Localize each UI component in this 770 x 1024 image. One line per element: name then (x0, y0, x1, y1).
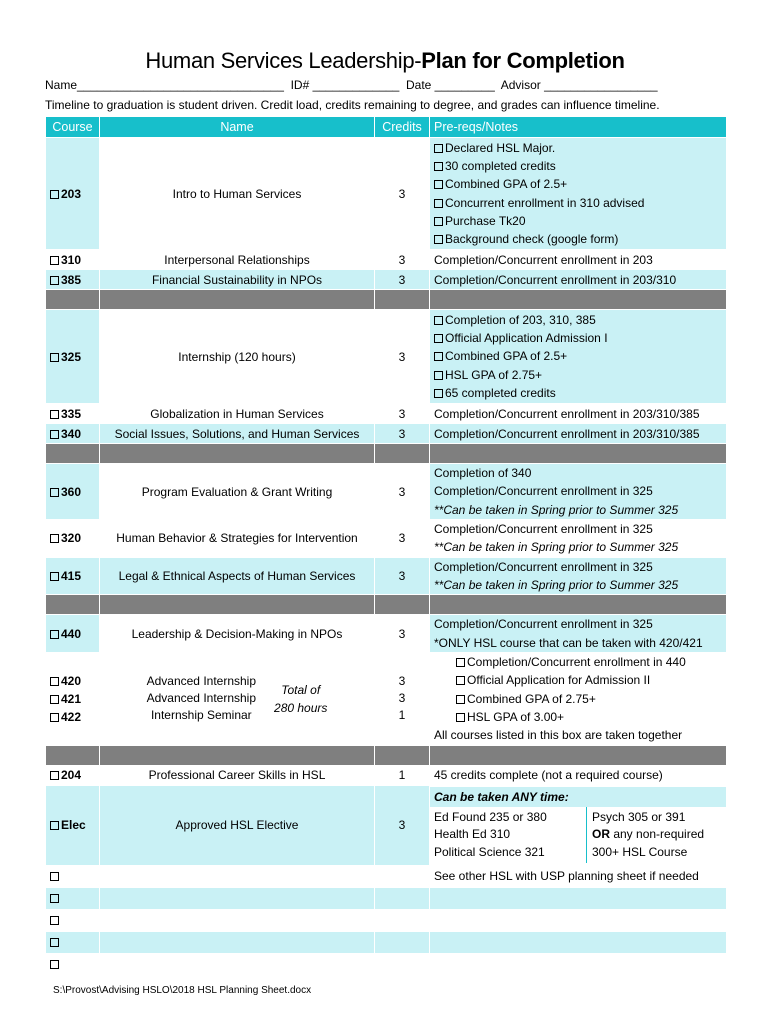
table-row-blank (46, 865, 727, 887)
checkbox-icon (50, 821, 59, 830)
checkbox-icon (434, 389, 443, 398)
any-time-label: Can be taken ANY time: (430, 787, 726, 807)
table-row-360 (46, 464, 727, 520)
course-name: Interpersonal Relationships (100, 250, 375, 270)
prereq-notes: Completion/Concurrent enrollment in 203/310/385 (430, 424, 727, 444)
prereq-checkbox[interactable]: Purchase Tk20 (434, 212, 722, 230)
timeline-note: Timeline to graduation is student driven. Credit load, credits remaining to degree, and grades can influence timeline. (45, 98, 660, 112)
checkbox-icon (434, 371, 443, 380)
blank-course-checkbox[interactable] (46, 931, 100, 953)
prereq-notes: 45 credits complete (not a required course) (430, 765, 727, 785)
prereq-notes: Completion/Concurrent enrollment in 203/310 (430, 270, 727, 290)
checkbox-icon (434, 316, 443, 325)
separator-row (46, 444, 727, 464)
prereq-notes: Completion/Concurrent enrollment in 203 (430, 250, 727, 270)
checkbox-icon (50, 630, 59, 639)
prereq-notes: Completion/Concurrent enrollment in 440 Official Application for Admission II Combined GPA of 2.75+ HSL GPA of 3.00+ All courses listed in this box are taken together (430, 653, 727, 745)
course-plan-table (45, 116, 727, 976)
checkbox-icon (50, 410, 59, 419)
prereq-checkbox[interactable]: Combined GPA of 2.5+ (434, 175, 722, 193)
table-row-203 (46, 138, 727, 250)
checkbox-icon (50, 256, 59, 265)
checkbox-icon (50, 190, 59, 199)
header-notes: Pre-reqs/Notes (430, 117, 727, 138)
course-name: Human Behavior & Strategies for Intervention (100, 520, 375, 558)
prereq-checkbox[interactable]: Completion/Concurrent enrollment in 440 (434, 653, 722, 671)
checkbox-icon (50, 677, 59, 686)
table-row-420-421-422 (46, 653, 727, 745)
header-course: Course (46, 117, 100, 138)
checkbox-icon (434, 199, 443, 208)
table-row-204 (46, 765, 727, 785)
course-310[interactable]: 310 (46, 250, 100, 270)
prereq-checkbox[interactable]: HSL GPA of 2.75+ (434, 366, 722, 384)
blank-course-checkbox[interactable] (46, 909, 100, 931)
checkbox-icon (50, 938, 59, 947)
checkbox-icon (50, 276, 59, 285)
course-203[interactable]: 203 (46, 138, 100, 250)
course-credits: 3 (375, 404, 430, 424)
checkbox-icon (50, 695, 59, 704)
checkbox-icon (456, 658, 465, 667)
checkbox-icon (434, 334, 443, 343)
course-name: Globalization in Human Services (100, 404, 375, 424)
prereq-checkbox[interactable]: HSL GPA of 3.00+ (434, 708, 722, 726)
header-name: Name (100, 117, 375, 138)
table-row-415 (46, 557, 727, 595)
prereq-checkbox[interactable]: Concurrent enrollment in 310 advised (434, 194, 722, 212)
checkbox-icon (50, 488, 59, 497)
prereq-notes: Completion/Concurrent enrollment in 325 *ONLY HSL course that can be taken with 420/421 (430, 615, 727, 653)
table-row-320 (46, 520, 727, 558)
checkbox-icon (50, 872, 59, 881)
checkbox-icon (434, 352, 443, 361)
course-385[interactable]: 385 (46, 270, 100, 290)
prereq-notes: See other HSL with USP planning sheet if needed (430, 865, 727, 887)
total-hours-note: Total of 280 hours (274, 682, 328, 715)
table-header-row (46, 117, 727, 138)
course-elective[interactable]: Elec (46, 785, 100, 865)
course-credits: 3 3 1 (375, 653, 430, 745)
course-name: Leadership & Decision-Making in NPOs (100, 615, 375, 653)
course-325[interactable]: 325 (46, 310, 100, 404)
prereq-checkbox[interactable]: Combined GPA of 2.75+ (434, 690, 722, 708)
checkbox-icon (50, 960, 59, 969)
course-credits: 1 (375, 765, 430, 785)
course-335[interactable]: 335 (46, 404, 100, 424)
course-name: Legal & Ethnical Aspects of Human Services (100, 557, 375, 595)
separator-row (46, 290, 727, 310)
checkbox-icon (456, 676, 465, 685)
table-row-elective (46, 785, 727, 865)
checkbox-icon (50, 771, 59, 780)
course-name: Social Issues, Solutions, and Human Services (100, 424, 375, 444)
prereq-notes: Can be taken ANY time: Ed Found 235 or 380 Health Ed 310 Political Science 321 Psych 305 or 391 OR any non-required 300+ HSL Course (430, 785, 727, 865)
course-440[interactable]: 440 (46, 615, 100, 653)
separator-row (46, 745, 727, 765)
checkbox-icon (456, 695, 465, 704)
checkbox-icon (50, 894, 59, 903)
course-credits: 3 (375, 310, 430, 404)
prereq-checkbox[interactable]: Combined GPA of 2.5+ (434, 347, 722, 365)
checkbox-icon (50, 916, 59, 925)
course-340[interactable]: 340 (46, 424, 100, 444)
blank-course-checkbox[interactable] (46, 887, 100, 909)
course-credits: 3 (375, 270, 430, 290)
table-row-blank (46, 909, 727, 931)
table-row-335 (46, 404, 727, 424)
file-path-footer: S:\Provost\Advising HSLO\2018 HSL Planning Sheet.docx (53, 985, 312, 996)
course-422[interactable]: 422 (50, 708, 95, 726)
checkbox-icon (434, 144, 443, 153)
course-credits: 3 (375, 464, 430, 520)
prereq-notes (430, 310, 727, 404)
blank-course-checkbox[interactable] (46, 865, 100, 887)
checkbox-icon (50, 353, 59, 362)
prereq-checkbox[interactable]: Background check (google form) (434, 230, 722, 248)
course-421[interactable]: 421 (50, 690, 95, 708)
course-credits: 3 (375, 424, 430, 444)
table-row-325 (46, 310, 727, 404)
table-row-blank (46, 953, 727, 975)
header-credits: Credits (375, 117, 430, 138)
course-360[interactable]: 360 (46, 464, 100, 520)
course-name: Intro to Human Services (100, 138, 375, 250)
prereq-checkbox[interactable]: Completion of 203, 310, 385 (434, 311, 722, 329)
course-name: Approved HSL Elective (100, 785, 375, 865)
course-name: Advanced Internship Advanced Internship Internship Seminar Total of 280 hours (100, 653, 375, 745)
course-204[interactable]: 204 (46, 765, 100, 785)
prereq-notes: Completion/Concurrent enrollment in 325 **Can be taken in Spring prior to Summer 325 (430, 557, 727, 595)
prereq-notes: Completion/Concurrent enrollment in 325 **Can be taken in Spring prior to Summer 325 (430, 520, 727, 558)
table-row-blank (46, 931, 727, 953)
course-name: Professional Career Skills in HSL (100, 765, 375, 785)
checkbox-icon (50, 572, 59, 581)
checkbox-icon (50, 430, 59, 439)
table-row-310 (46, 250, 727, 270)
course-420[interactable]: 420 (50, 672, 95, 690)
course-name: Program Evaluation & Grant Writing (100, 464, 375, 520)
prereq-notes: Completion of 340 Completion/Concurrent enrollment in 325 **Can be taken in Spring prior to Summer 325 (430, 464, 727, 520)
course-credits: 3 (375, 138, 430, 250)
prereq-checkbox[interactable]: 30 completed credits (434, 157, 722, 175)
separator-row (46, 595, 727, 615)
page-title: Human Services Leadership-Plan for Completion (145, 48, 625, 73)
course-name: Financial Sustainability in NPOs (100, 270, 375, 290)
course-credits: 3 (375, 557, 430, 595)
prereq-checkbox[interactable]: 65 completed credits (434, 384, 722, 402)
student-info-line: Name_______________________________ ID# _____________ Date _________ Advisor _________________ (45, 78, 658, 92)
prereq-notes: Completion/Concurrent enrollment in 203/310/385 (430, 404, 727, 424)
table-row-340 (46, 424, 727, 444)
prereq-checkbox[interactable]: Official Application for Admission II (434, 671, 722, 689)
course-credits: 3 (375, 615, 430, 653)
course-credits: 3 (375, 520, 430, 558)
table-row-blank (46, 887, 727, 909)
checkbox-icon (434, 162, 443, 171)
checkbox-icon (50, 713, 59, 722)
course-credits: 3 (375, 785, 430, 865)
course-credits: 3 (375, 250, 430, 270)
prereq-checkbox[interactable]: Declared HSL Major. (434, 139, 722, 157)
table-row-385 (46, 270, 727, 290)
prereq-notes (430, 138, 727, 250)
checkbox-icon (434, 235, 443, 244)
course-420-group (46, 653, 100, 745)
prereq-checkbox[interactable]: Official Application Admission I (434, 329, 722, 347)
blank-course-checkbox[interactable] (46, 953, 100, 975)
checkbox-icon (50, 534, 59, 543)
table-row-440 (46, 615, 727, 653)
checkbox-icon (434, 217, 443, 226)
course-name: Internship (120 hours) (100, 310, 375, 404)
checkbox-icon (434, 180, 443, 189)
checkbox-icon (456, 713, 465, 722)
course-320[interactable]: 320 (46, 520, 100, 558)
course-415[interactable]: 415 (46, 557, 100, 595)
